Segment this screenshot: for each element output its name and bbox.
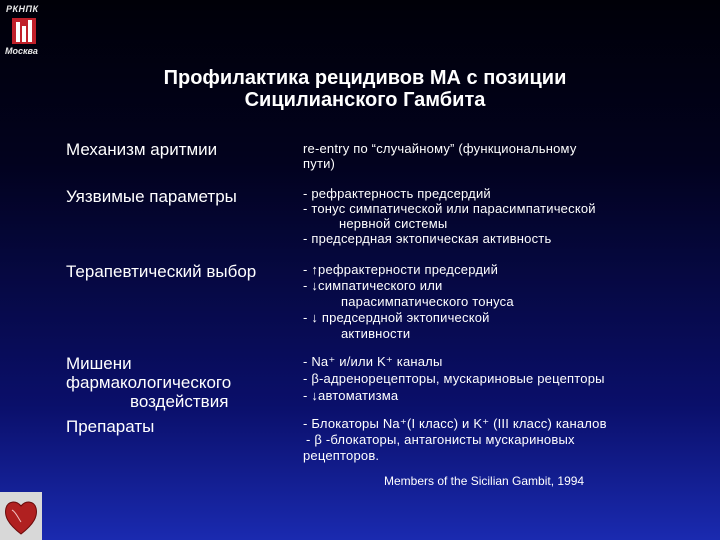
mechanism-label: Механизм аритмии	[66, 140, 218, 159]
logo-city-name: Москва	[5, 46, 38, 56]
therapeutic-line-5: активности	[341, 326, 411, 341]
targets-label	[66, 354, 231, 411]
targets-label-line-1: Мишени	[66, 354, 132, 373]
therapeutic-value	[303, 262, 514, 342]
mechanism-line-1: re-entry по “случайному” (функциональному	[303, 141, 577, 156]
targets-label-line-2: фармакологического	[66, 373, 232, 392]
slide-title-line-1: Профилактика рецидивов МА с позиции	[163, 67, 567, 89]
targets-line-3: - ↓автоматизма	[303, 388, 399, 403]
drugs-line-3: рецепторов.	[303, 448, 380, 463]
vulnerable-line-1: - рефрактерность предсердий	[303, 186, 491, 201]
targets-value	[303, 353, 605, 404]
drugs-value	[303, 416, 607, 464]
targets-line-2: - β-адренорецепторы, мускариновые рецепторы	[303, 371, 605, 386]
therapeutic-line-1: - ↑рефрактерности предсердий	[303, 262, 499, 277]
therapeutic-line-4: - ↓ предсердной эктопической	[303, 310, 490, 325]
drugs-label: Препараты	[66, 417, 155, 436]
vulnerable-line-2: - тонус симпатической или парасимпатической	[303, 201, 596, 216]
mechanism-line-2: пути)	[303, 156, 336, 171]
drugs-line-2: - β -блокаторы, антагонисты мускариновых	[306, 432, 575, 447]
logo-org-name: РКНПК	[6, 4, 39, 14]
mechanism-value	[303, 141, 577, 171]
targets-label-line-3: воздействия	[130, 392, 229, 411]
source-footnote: Members of the Sicilian Gambit, 1994	[384, 474, 585, 488]
therapeutic-label: Терапевтический выбор	[66, 262, 257, 281]
slide-title-line-2: Сицилианского Гамбита	[244, 89, 486, 111]
vulnerable-label: Уязвимые параметры	[66, 187, 237, 206]
vulnerable-line-4: - предсердная эктопическая активность	[303, 231, 552, 246]
institute-logo-icon	[10, 16, 38, 46]
vulnerable-value	[303, 186, 596, 246]
targets-line-1: - Na⁺ и/или K⁺ каналы	[303, 354, 443, 369]
therapeutic-line-3: парасимпатического тонуса	[341, 294, 514, 309]
therapeutic-line-2: - ↓симпатического или	[303, 278, 443, 293]
drugs-line-1: - Блокаторы Na⁺(I класс) и K⁺ (III класс) каналов	[303, 416, 607, 431]
heart-illustration-icon	[0, 492, 42, 540]
slide-title	[0, 67, 720, 111]
vulnerable-line-3: нервной системы	[339, 216, 448, 231]
